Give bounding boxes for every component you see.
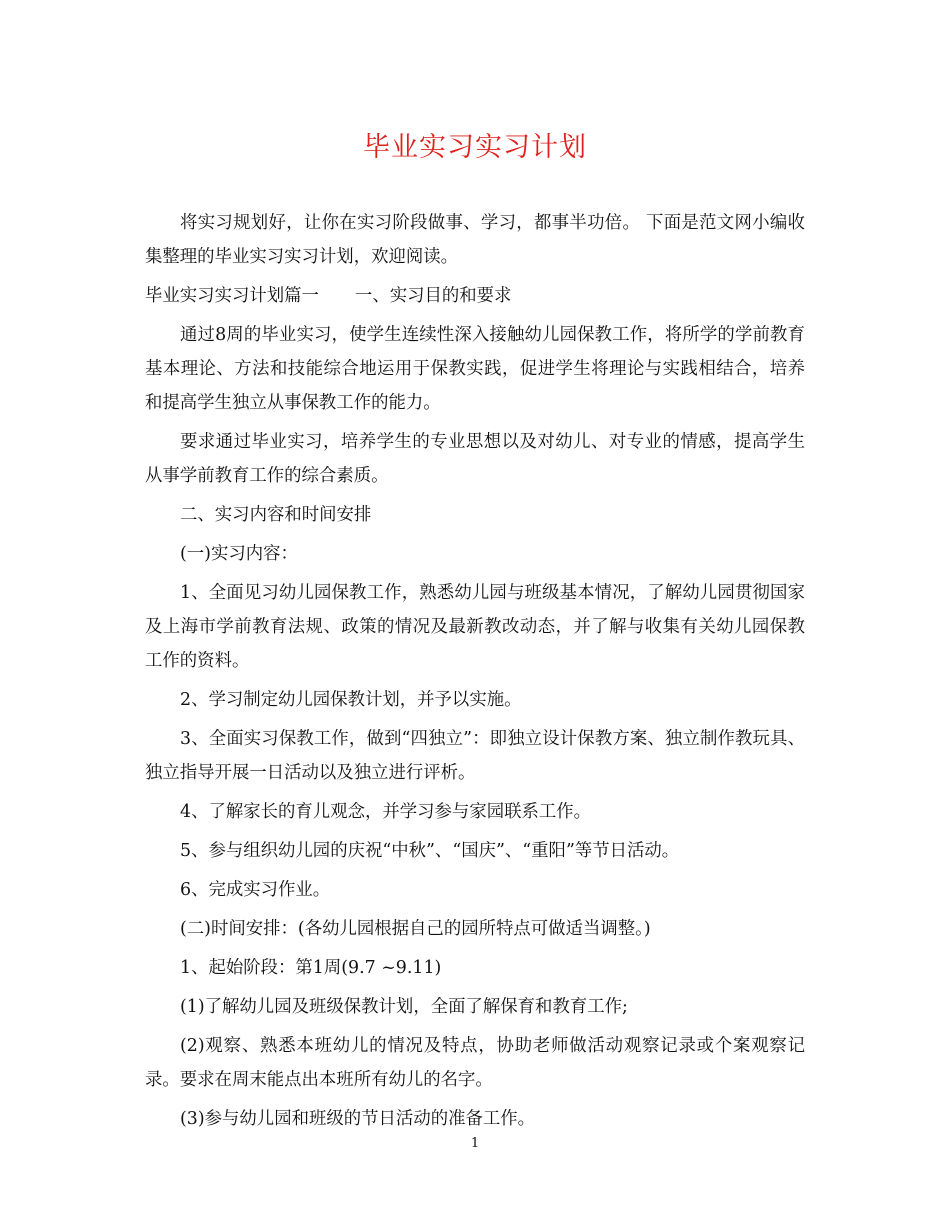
page-number: 1 — [470, 1136, 480, 1151]
article-heading: 毕业实习实习计划篇一 — [145, 286, 319, 306]
section-two-heading: 二、实习内容和时间安排 — [180, 505, 372, 525]
document-body — [145, 206, 805, 1136]
content-heading: (一)实习内容： — [180, 544, 298, 564]
stage-one-item: (1)了解幼儿园及班级保教计划，全面了解保育和教育工作; — [180, 997, 628, 1017]
purpose-paragraph: 通过8周的毕业实习，使学生连续性深入接触幼儿园保教工作，将所学的学前教育基本理论、方法和技能综合地运用于保教实践，促进学生将理论与实践相结合，培养和提高学生独立从事保教工作的能力。 — [145, 325, 805, 413]
document-title: 毕业实习实习计划 — [363, 132, 587, 163]
content-item: 4、了解家长的育儿观念，并学习参与家园联系工作。 — [180, 802, 592, 822]
intro-paragraph: 将实习规划好，让你在实习阶段做事、学习，都事半功倍。 下面是范文网小编收集整理的毕业实习实习计划，欢迎阅读。 — [145, 213, 805, 267]
stage-one-heading: 1、起始阶段：第1周(9.7 ~9.11) — [180, 958, 442, 978]
content-item: 5、参与组织幼儿园的庆祝“中秋”、“国庆”、“重阳”等节日活动。 — [180, 841, 680, 861]
content-item: 2、学习制定幼儿园保教计划，并予以实施。 — [180, 690, 522, 710]
stage-one-item: (3)参与幼儿园和班级的节日活动的准备工作。 — [180, 1109, 536, 1129]
schedule-heading: (二)时间安排：(各幼儿园根据自己的园所特点可做适当调整。) — [180, 919, 651, 939]
section-one-heading: 一、实习目的和要求 — [354, 286, 512, 306]
content-item: 6、完成实习作业。 — [180, 880, 331, 900]
content-item: 1、全面见习幼儿园保教工作，熟悉幼儿园与班级基本情况，了解幼儿园贯彻国家及上海市学前教育法规、政策的情况及最新教改动态，并了解与收集有关幼儿园保教工作的资料。 — [145, 583, 805, 671]
content-item: 3、全面实习保教工作，做到“四独立”：即独立设计保教方案、独立制作教玩具、独立指导开展一日活动以及独立进行评析。 — [145, 729, 805, 783]
stage-one-item: (2)观察、熟悉本班幼儿的情况及特点，协助老师做活动观察记录或个案观察记录。要求在周末能点出本班所有幼儿的名字。 — [145, 1036, 805, 1090]
section-one-line — [145, 279, 805, 313]
requirement-paragraph: 要求通过毕业实习，培养学生的专业思想以及对幼儿、对专业的情感，提高学生从事学前教育工作的综合素质。 — [145, 432, 805, 486]
